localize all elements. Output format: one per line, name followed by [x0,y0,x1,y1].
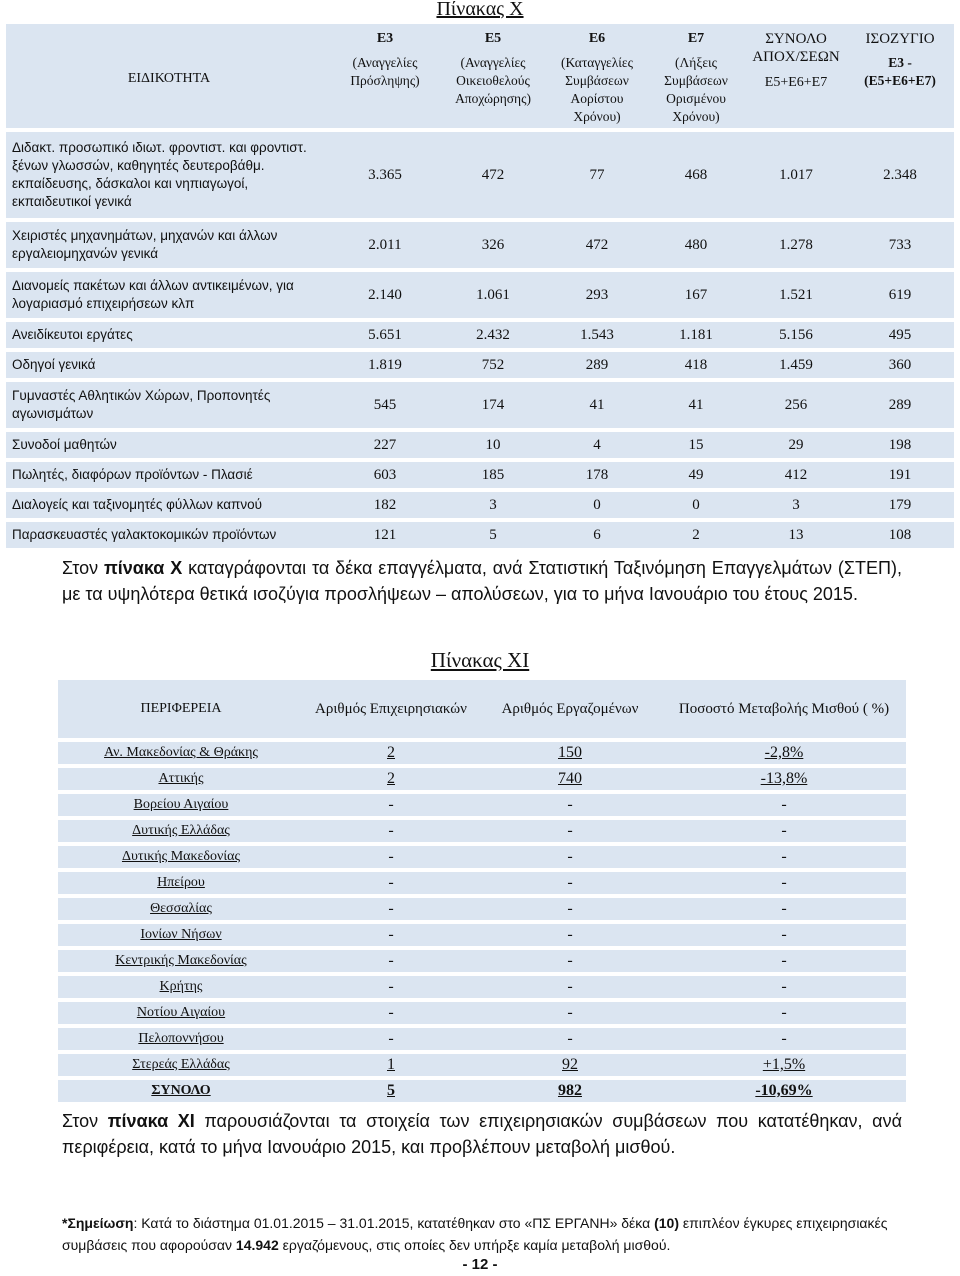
cell-employees: 740 [478,768,662,790]
table-row [58,924,906,946]
cell-region: Ηπείρου [58,872,304,894]
header-e5: E5 (Αναγγελίες Οικειοθελούς Αποχώρησης) [438,24,548,128]
cell-balance: 733 [846,222,954,268]
table-row [6,462,954,488]
cell-region: Αττικής [58,768,304,790]
cell-balance: 191 [846,462,954,488]
para2-before: Στον [62,1111,108,1131]
cell-e6: 289 [548,352,646,378]
paragraph-table-xi [62,1108,902,1160]
row-specialty: Διδακτ. προσωπικό ιδιωτ. φροντιστ. και φροντιστ. ξένων γλωσσών, καθηγητές δευτεροβάθμ. εκπαίδευσης, δάσκαλοι και νηπιαγωγοί, εκπαιδευτικοί γενικά [6,132,332,218]
paragraph-table-x [62,555,902,607]
header-region: ΠΕΡΙΦΕΡΕΙΑ [58,680,304,738]
cell-total: 256 [746,382,846,428]
cell-employees: - [478,976,662,998]
table-row [58,976,906,998]
cell-e5: 174 [438,382,548,428]
cell-total: 1.459 [746,352,846,378]
table-row [58,950,906,972]
cell-region: Δυτικής Μακεδονίας [58,846,304,868]
cell-e3: 121 [332,522,438,548]
cell-firms: 2 [304,768,478,790]
row-specialty: Χειριστές μηχανημάτων, μηχανών και άλλων εργαλειομηχανών γενικά [6,222,332,268]
table-row [58,1002,906,1024]
cell-wage-change: - [662,924,906,946]
header-total-dismissals: ΣΥΝΟΛΟ ΑΠΟΧ/ΣΕΩΝ E5+E6+E7 [746,24,846,128]
table-row [6,492,954,518]
cell-firms: - [304,820,478,842]
cell-e3: 227 [332,432,438,458]
cell-region: Βορείου Αιγαίου [58,794,304,816]
cell-wage-change: - [662,898,906,920]
row-specialty: Πωλητές, διαφόρων προϊόντων - Πλασιέ [6,462,332,488]
cell-region: Στερεάς Ελλάδας [58,1054,304,1076]
cell-balance: 2.348 [846,132,954,218]
cell-region: Νοτίου Αιγαίου [58,1002,304,1024]
cell-e3: 182 [332,492,438,518]
table-row [6,132,954,218]
table-x [6,20,954,552]
cell-employees: - [478,950,662,972]
header-employees: Αριθμός Εργαζομένων [478,680,662,738]
cell-region: Κεντρικής Μακεδονίας [58,950,304,972]
cell-wage-change: - [662,846,906,868]
note-text: εργαζόμενους, στις οποίες δεν υπήρξε καμία μεταβολή μισθού. [278,1237,671,1253]
row-specialty: Ανειδίκευτοι εργάτες [6,322,332,348]
table-row [6,522,954,548]
cell-total: 13 [746,522,846,548]
note-bold: (10) [654,1215,679,1231]
cell-e5: 10 [438,432,548,458]
table-xi-header-row [58,680,906,738]
table-row [6,222,954,268]
cell-employees: - [478,794,662,816]
cell-employees: - [478,820,662,842]
cell-balance: 108 [846,522,954,548]
table-row [6,322,954,348]
cell-wage-change: -2,8% [662,742,906,764]
cell-firms: - [304,872,478,894]
table-row [58,794,906,816]
cell-total: 412 [746,462,846,488]
para2-after: παρουσιάζονται τα στοιχεία των επιχειρησιακών συμβάσεων που κατατέθηκαν, ανά περιφέρεια, κατά το μήνα Ιανουάριο 2015, και προβλέπουν μεταβολή μισθού. [62,1111,902,1157]
footnote [62,1212,902,1256]
cell-firms: - [304,794,478,816]
table-row [58,742,906,764]
cell-e3: 545 [332,382,438,428]
cell-region: Πελοποννήσου [58,1028,304,1050]
header-balance: ΙΣΟΖΥΓΙΟ E3 - (E5+E6+E7) [846,24,954,128]
table-xi-body [58,742,906,1102]
table-x-title: Πίνακας X [436,0,524,20]
cell-region: Αν. Μακεδονίας & Θράκης [58,742,304,764]
page-number: - 12 - [462,1256,498,1273]
cell-e6: 178 [548,462,646,488]
cell-e5: 1.061 [438,272,548,318]
cell-firms: 5 [304,1080,478,1102]
row-specialty: Διανομείς πακέτων και άλλων αντικειμένων, για λογαριασμό επιχειρήσεων κλπ [6,272,332,318]
cell-e5: 185 [438,462,548,488]
cell-total: 29 [746,432,846,458]
cell-firms: - [304,976,478,998]
note-text: : Κατά το διάστημα 01.01.2015 – 31.01.2015, κατατέθηκαν στο «ΠΣ ΕΡΓΑΝΗ» δέκα [133,1215,655,1231]
cell-total: 1.017 [746,132,846,218]
cell-e7: 1.181 [646,322,746,348]
cell-total: 3 [746,492,846,518]
cell-employees: - [478,872,662,894]
cell-e3: 2.140 [332,272,438,318]
cell-e7: 49 [646,462,746,488]
cell-e6: 77 [548,132,646,218]
cell-e3: 5.651 [332,322,438,348]
cell-employees: - [478,846,662,868]
table-row [58,768,906,790]
cell-wage-change: - [662,872,906,894]
cell-e7: 480 [646,222,746,268]
table-row [58,846,906,868]
table-x-header-row [6,24,954,128]
cell-total: 1.278 [746,222,846,268]
header-wage-change: Ποσοστό Μεταβολής Μισθού ( %) [662,680,906,738]
cell-firms: - [304,846,478,868]
cell-balance: 198 [846,432,954,458]
cell-wage-change: - [662,820,906,842]
cell-e5: 472 [438,132,548,218]
cell-balance: 179 [846,492,954,518]
cell-employees: 982 [478,1080,662,1102]
cell-e7: 418 [646,352,746,378]
cell-firms: - [304,1028,478,1050]
note-text: επιπλέον έγκυρες επιχειρησιακές συμβάσεις που αφορούσαν [62,1215,888,1253]
cell-e7: 2 [646,522,746,548]
cell-balance: 495 [846,322,954,348]
table-row [58,1028,906,1050]
cell-employees: - [478,1002,662,1024]
note-label: *Σημείωση [62,1215,134,1231]
header-firms: Αριθμός Επιχειρησιακών [304,680,478,738]
table-row [58,820,906,842]
cell-e5: 3 [438,492,548,518]
cell-employees: - [478,1028,662,1050]
cell-employees: 150 [478,742,662,764]
cell-e6: 4 [548,432,646,458]
cell-e6: 0 [548,492,646,518]
cell-employees: - [478,898,662,920]
cell-region: Κρήτης [58,976,304,998]
cell-e6: 472 [548,222,646,268]
cell-firms: - [304,1002,478,1024]
cell-e6: 6 [548,522,646,548]
cell-e7: 468 [646,132,746,218]
para1-after: καταγράφονται τα δέκα επαγγέλματα, ανά Στατιστική Ταξινόμηση Επαγγελμάτων (ΣΤΕΠ), με τα υψηλότερα θετικά ισοζύγια προσλήψεων – απολύσεων, για το μήνα Ιανουάριο του έτους 2015. [62,558,902,604]
cell-total: 1.521 [746,272,846,318]
row-specialty: Παρασκευαστές γαλακτοκομικών προϊόντων [6,522,332,548]
header-e7: E7 (Λήξεις Συμβάσεων Ορισμένου Χρόνου) [646,24,746,128]
cell-wage-change: - [662,1028,906,1050]
header-e6: E6 (Καταγγελίες Συμβάσεων Αορίστου Χρόνου) [548,24,646,128]
cell-firms: - [304,950,478,972]
header-specialty: ΕΙΔΙΚΟΤΗΤΑ [6,24,332,128]
cell-e5: 752 [438,352,548,378]
cell-wage-change: -13,8% [662,768,906,790]
cell-employees: 92 [478,1054,662,1076]
row-specialty: Συνοδοί μαθητών [6,432,332,458]
table-total-row [58,1080,906,1102]
cell-e7: 41 [646,382,746,428]
cell-wage-change: -10,69% [662,1080,906,1102]
cell-region: Δυτικής Ελλάδας [58,820,304,842]
cell-e3: 3.365 [332,132,438,218]
row-specialty: Γυμναστές Αθλητικών Χώρων, Προπονητές αγωνισμάτων [6,382,332,428]
header-e3: E3 (Αναγγελίες Πρόσληψης) [332,24,438,128]
cell-balance: 619 [846,272,954,318]
cell-region: Ιονίων Νήσων [58,924,304,946]
note-bold: 14.942 [235,1237,279,1253]
para2-bold: πίνακα XI [107,1111,195,1131]
cell-firms: - [304,898,478,920]
cell-e3: 2.011 [332,222,438,268]
cell-e7: 167 [646,272,746,318]
cell-e3: 603 [332,462,438,488]
cell-e6: 41 [548,382,646,428]
cell-total: 5.156 [746,322,846,348]
cell-wage-change: +1,5% [662,1054,906,1076]
row-specialty: Οδηγοί γενικά [6,352,332,378]
table-row [6,432,954,458]
cell-e5: 2.432 [438,322,548,348]
cell-e7: 15 [646,432,746,458]
cell-employees: - [478,924,662,946]
table-row [58,1054,906,1076]
para1-before: Στον [62,558,104,578]
cell-e6: 1.543 [548,322,646,348]
table-row [6,382,954,428]
cell-firms: 1 [304,1054,478,1076]
table-xi-title: Πίνακας XI [430,648,530,672]
cell-balance: 289 [846,382,954,428]
table-row [6,352,954,378]
cell-e6: 293 [548,272,646,318]
cell-wage-change: - [662,950,906,972]
cell-balance: 360 [846,352,954,378]
table-row [6,272,954,318]
table-row [58,872,906,894]
row-specialty: Διαλογείς και ταξινομητές φύλλων καπνού [6,492,332,518]
cell-region: ΣΥΝΟΛΟ [58,1080,304,1102]
cell-firms: 2 [304,742,478,764]
para1-bold: πίνακα X [104,558,183,578]
cell-e5: 5 [438,522,548,548]
cell-wage-change: - [662,794,906,816]
table-row [58,898,906,920]
cell-firms: - [304,924,478,946]
table-xi [58,676,906,1106]
cell-wage-change: - [662,1002,906,1024]
cell-e5: 326 [438,222,548,268]
cell-wage-change: - [662,976,906,998]
cell-region: Θεσσαλίας [58,898,304,920]
cell-e3: 1.819 [332,352,438,378]
cell-e7: 0 [646,492,746,518]
